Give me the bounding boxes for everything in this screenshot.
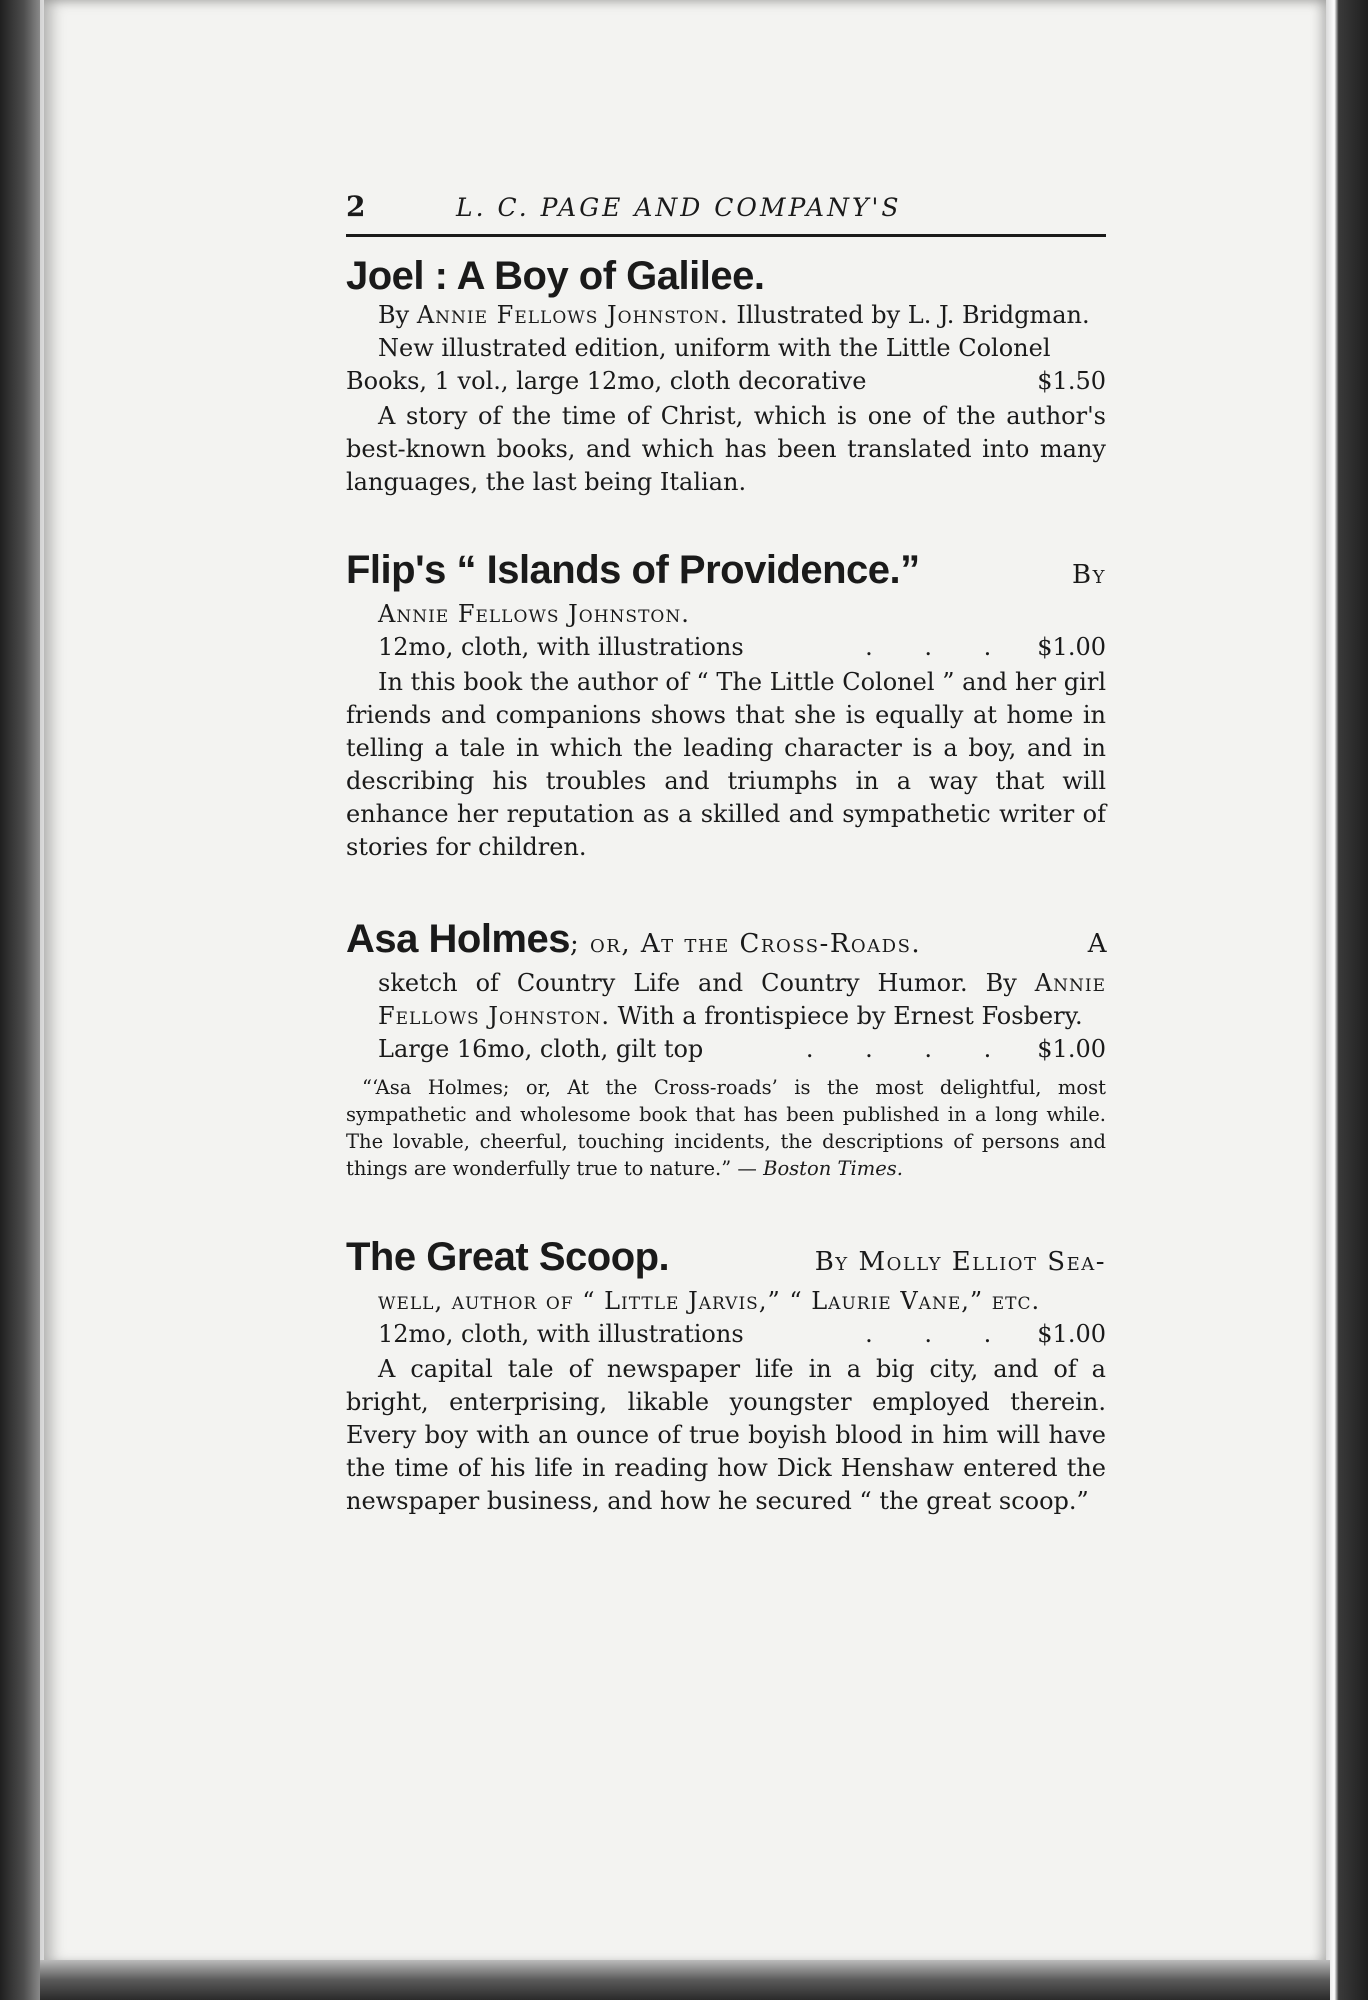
price: $1.00	[1037, 633, 1106, 661]
price-row	[346, 365, 1106, 398]
price: $1.50	[1037, 367, 1106, 395]
author-name: Annie Fellows Johnston.	[416, 301, 729, 329]
book-title: Joel : A Boy of Galilee.	[346, 254, 765, 298]
description: A capital tale of newspaper life in a big city, and of a bright, enterprising, likable youngster employed therein. Every boy with an ounce of true boyish blood in him will have the time of his life in reading how Dick Henshaw entered the newspaper business, and how he secured “ the great scoop.”	[346, 1355, 1106, 1515]
book-entry-joel	[346, 253, 1106, 499]
author-continued	[346, 1285, 1106, 1318]
author-name: Annie Fellows Johnston.	[378, 600, 690, 628]
book-entry-asa-holmes	[346, 916, 1106, 1182]
author-rest: well, author of “ Little Jarvis,” “ Laurie Vane,” etc.	[378, 1287, 1041, 1315]
catalog-content	[346, 190, 1106, 1518]
subtitle-article: A	[1087, 929, 1106, 959]
book-spine-shadow	[0, 0, 40, 2000]
leader-dots: . . .	[865, 1320, 1014, 1348]
format: 12mo, cloth, with illustrations	[378, 1320, 744, 1348]
page-number: 2	[346, 190, 366, 223]
book-entry-great-scoop	[346, 1234, 1106, 1518]
subtitle-text: sketch of Country Life and Country Humor. By	[378, 969, 1017, 997]
book-title-line	[346, 916, 1106, 967]
leader-dots: . . .	[865, 633, 1014, 661]
format: Large 16mo, cloth, gilt top	[378, 1035, 704, 1063]
price-row	[346, 1033, 1106, 1066]
bottom-page-edge	[40, 1960, 1330, 2000]
quote-text: “‘Asa Holmes; or, At the Cross-roads’ is the most delightful, most sympathetic and wholesome book that has been published in a long while. The lovable, cheerful, touching incidents, the descriptions of persons and things are wonderfully true to nature.” —	[346, 1076, 1106, 1180]
price-row	[346, 631, 1106, 664]
format: 12mo, cloth, with illustrations	[378, 633, 744, 661]
book-title: Flip's “ Islands of Providence.”	[346, 548, 920, 592]
description: A story of the time of Christ, which is one of the author's best-known books, and which has been translated into many languages, the last being Italian.	[346, 402, 1106, 496]
running-title: L. C. PAGE AND COMPANY'S	[456, 193, 902, 222]
author-name: Annie Fellows Johnston.	[378, 969, 1106, 1030]
edition-line: New illustrated edition, uniform with the Little Colonel	[378, 334, 1051, 362]
title-by: By	[1072, 560, 1106, 590]
price: $1.00	[1037, 1035, 1106, 1063]
header-rule	[346, 234, 1106, 237]
running-head	[346, 190, 1106, 230]
price: $1.00	[1037, 1320, 1106, 1348]
price-row	[346, 1318, 1106, 1351]
book-entry-flips	[346, 547, 1106, 864]
description: In this book the author of “ The Little Colonel ” and her girl friends and companions shows that she is equally at home in telling a tale in which the leading character is a boy, and in describing his troubles and triumphs in a way that will enhance her reputation as a skilled and sympathetic writer of stories for children.	[346, 668, 1106, 861]
byline-by: By	[378, 301, 410, 329]
leader-dots: . . . .	[805, 1035, 1014, 1063]
quote-source: Boston Times.	[763, 1157, 903, 1180]
right-page-edge	[1326, 0, 1368, 2000]
byline	[346, 299, 1106, 332]
byline	[346, 967, 1106, 1033]
title-rest: ; or, At the Cross-Roads.	[569, 929, 922, 959]
book-title-line	[346, 547, 1106, 598]
illustrator: Illustrated by L. J. Bridgman.	[736, 301, 1090, 329]
review-quote	[346, 1074, 1106, 1182]
book-title: Asa Holmes	[346, 917, 570, 961]
book-title: The Great Scoop.	[346, 1235, 670, 1279]
book-title-line	[346, 1234, 1106, 1285]
edition-line: Books, 1 vol., large 12mo, cloth decorative	[346, 367, 867, 395]
edition-info	[346, 332, 1106, 398]
title-by: By Molly Elliot Sea-	[814, 1247, 1106, 1277]
frontispiece-note: With a frontispiece by Ernest Fosbery.	[617, 1002, 1083, 1030]
